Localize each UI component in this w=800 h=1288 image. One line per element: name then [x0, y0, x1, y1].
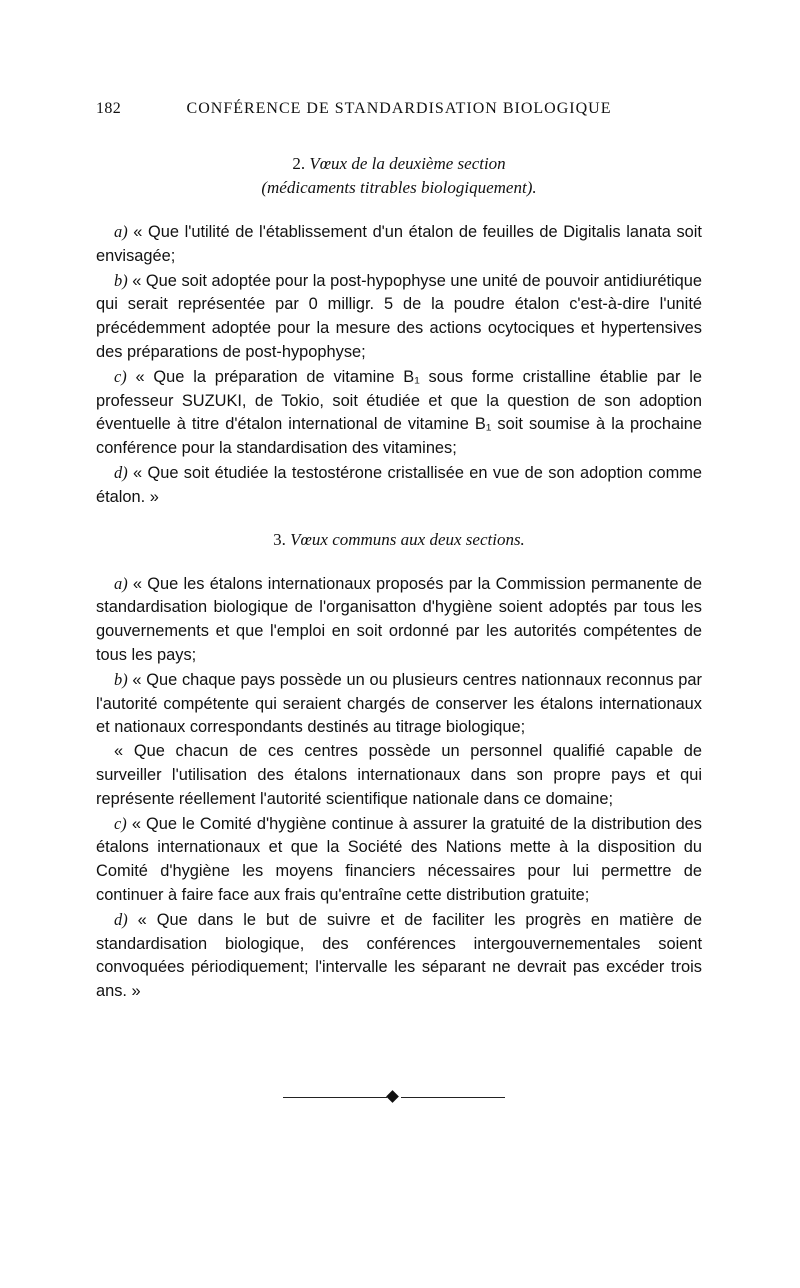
page-body: [96, 152, 702, 1004]
section-3-item-a: [96, 572, 702, 668]
item-text: « Que chaque pays possède un ou plusieurs centres nationnaux reconnus par l'autorité compétente qui seraient chargés de conserver les étalons internationaux et nationaux correspondants destinés au titrage biologique;: [96, 670, 702, 737]
item-letter: d): [114, 909, 128, 929]
section-3-heading: [96, 528, 702, 552]
ornament-rule-right: [401, 1097, 505, 1098]
running-title: CONFÉRENCE DE STANDARDISATION BIOLOGIQUE: [186, 100, 612, 117]
section-2-item-a: [96, 220, 702, 269]
section-2-item-b: [96, 269, 702, 365]
section-2-title: Vœux de la deuxième section: [309, 154, 506, 173]
item-text: « Que l'utilité de l'établissement d'un étalon de feuilles de Digitalis lanata soit envisagée;: [96, 223, 702, 265]
section-2-number: 2.: [292, 154, 306, 173]
item-text: « Que chacun de ces centres possède un personnel qualifié capable de surveiller l'utilisation des étalons internationaux dans son propre pays et qui représente réellement l'autorité scientifique nationale dans ce domaine;: [96, 742, 702, 808]
ornament-rule-left: [283, 1097, 387, 1098]
section-2-item-d: [96, 461, 702, 510]
section-3-item-c: [96, 812, 702, 908]
item-text: « Que les étalons internationaux proposés par la Commission permanente de standardisation biologique de l'organisatton d'hygiène soient adoptés par tous les gouvernements et que l'emploi en soit ordonné par les autorités compétentes de tous les pays;: [96, 574, 702, 664]
section-3-item-b: [96, 668, 702, 740]
item-text: « Que dans le but de suivre et de faciliter les progrès en matière de standardisation biologique, des conférences intergouvernementales soient convoquées périodiquement; l'intervalle les séparant ne devrait pas excéder trois ans. »: [96, 910, 702, 1001]
diamond-icon: [386, 1090, 399, 1103]
section-2-subtitle: (médicaments titrables biologiquement).: [261, 178, 537, 197]
item-letter: a): [114, 573, 128, 593]
section-3-item-d: [96, 908, 702, 1004]
item-text: « Que soit étudiée la testostérone cristallisée en vue de son adoption comme étalon. »: [96, 463, 702, 506]
item-text: « Que soit adoptée pour la post-hypophyse une unité de pouvoir antidiurétique qui serait représentée par 0 milligr. 5 de la poudre étalon c'est-à-dire l'unité précédemment adoptée pour la mesure des actions ocytociques et hypertensives des préparations de post-hypophyse;: [96, 271, 702, 361]
item-letter: d): [114, 462, 128, 482]
item-letter: a): [114, 222, 128, 241]
section-2-heading: [96, 152, 702, 176]
item-letter: c): [114, 813, 127, 833]
item-text: « Que la préparation de vitamine B₁ sous forme cristalline établie par le professeur SUZUKI, de Tokio, soit étudiée et que la question de son adoption éventuelle à titre d'étalon international de vitamine B₁ soit soumise à la prochaine conférence pour la standardisation des vitamines;: [96, 367, 703, 458]
item-letter: b): [114, 669, 128, 689]
section-3-title: Vœux communs aux deux sections.: [290, 529, 525, 549]
page-number: 182: [96, 100, 122, 117]
end-ornament: [283, 1088, 505, 1108]
item-text: « Que le Comité d'hygiène continue à assurer la gratuité de la distribution des étalons internationaux et que la Société des Nations mette à la disposition du Comité d'hygiène les moyens financiers nécessaires pour lui permettre de continuer à faire face aux frais qu'entraîne cette distribution gratuite;: [96, 814, 702, 904]
section-2-item-c: [96, 365, 702, 461]
item-letter: c): [114, 366, 127, 386]
item-letter: b): [114, 270, 128, 290]
section-3-item-b-continued: [96, 740, 702, 811]
section-3-number: 3.: [273, 529, 286, 549]
